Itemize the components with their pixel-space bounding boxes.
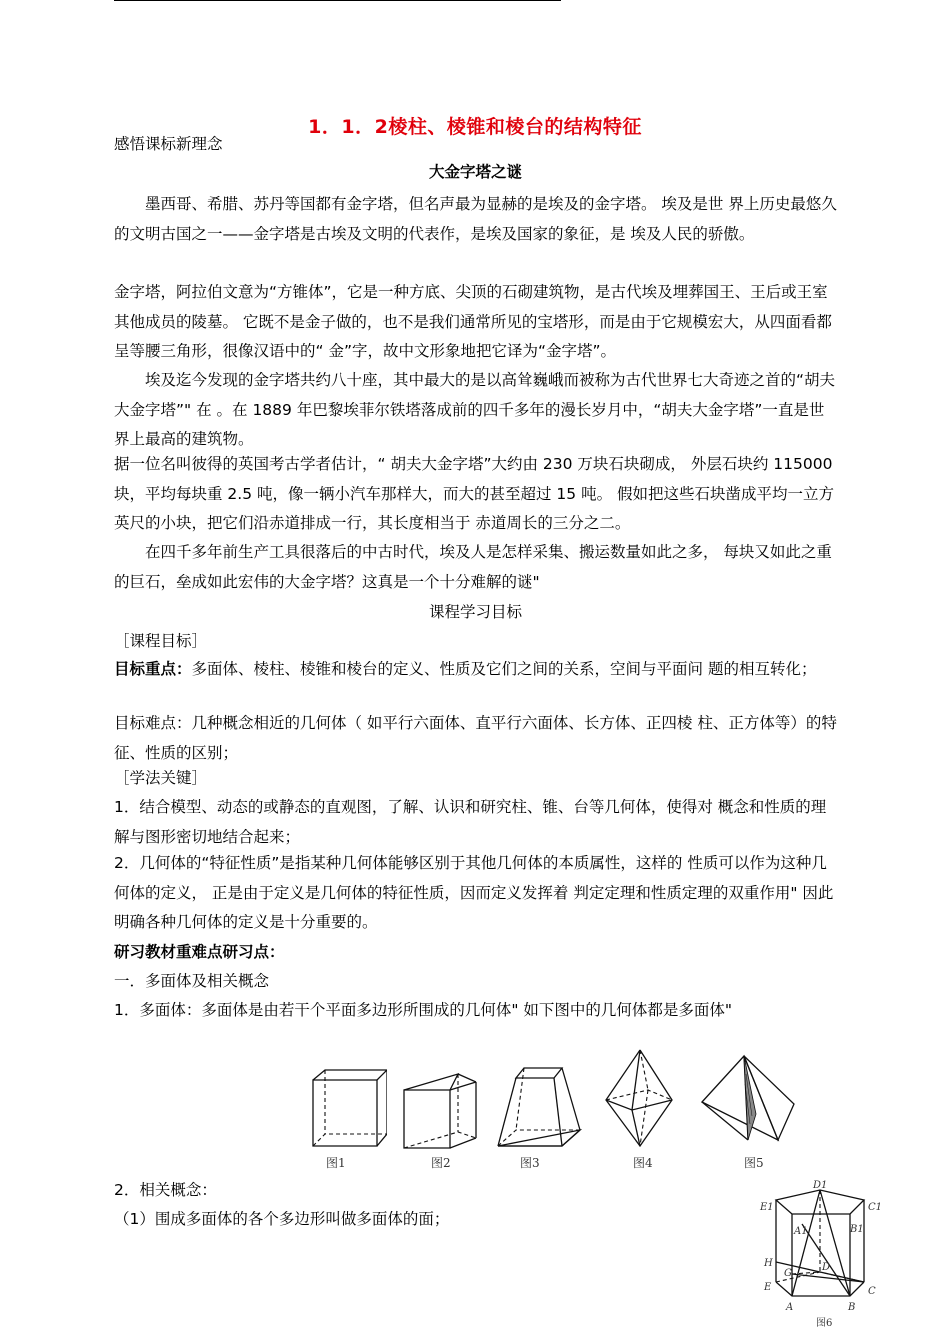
figure-1-cube — [303, 1068, 387, 1152]
label-E1: E1 — [760, 1202, 774, 1213]
figure-5-polyhedron — [700, 1054, 796, 1144]
label-A1: A1 — [794, 1226, 808, 1237]
figure-4-octahedron — [604, 1048, 676, 1148]
goal-focus-label: 目标重点： — [114, 660, 192, 678]
story-paragraph-4: 据一位名叫彼得的英国考古学者估计，“ 胡夫大金字塔”大约由 230 万块石块砌成， 外层石块约 115000 块，平均每块重 2.5 吨，像一辆小汽车那样大，而大的甚至超过 15 吨。 假如把这些石块凿成平均一立方英尺的小块，把它们沿赤道排成一行，其长度相当于 赤道周长的三分之二。 — [114, 455, 835, 532]
related-concept-1: （1）围成多面体的各个多边形叫做多面体的面； — [114, 1210, 450, 1228]
story-paragraph-1: 墨西哥、希腊、苏丹等国都有金字塔，但名声最为显赫的是埃及的金字塔。 埃及是世 界上历史最悠久的文明古国之一——金字塔是古埃及文明的代表作，是埃及国家的象征，是 埃及人民的骄傲。 — [114, 195, 837, 243]
label-D: D — [822, 1262, 831, 1273]
story-paragraph-5: 在四千多年前生产工具很落后的中古时代，埃及人是怎样采集、搬运数量如此之多， 每块又如此之重的巨石，垒成如此宏伟的大金字塔？这真是一个十分难解的谜" — [114, 543, 832, 591]
figure-3-frustum — [496, 1066, 582, 1152]
polyhedron-definition: 1．多面体：多面体是由若干个平面多边形所围成的几何体" 如下图中的几何体都是多面体" — [114, 1001, 733, 1019]
label-C: C — [868, 1286, 876, 1297]
study-subheading: 一．多面体及相关概念 — [114, 972, 270, 990]
goals-heading: 课程学习目标 — [428, 603, 522, 621]
figure-6-pentagonal-prism — [758, 1180, 882, 1330]
figure-6-caption: 图6 — [816, 1318, 833, 1329]
figure-2-caption: 图2 — [431, 1156, 451, 1170]
story-paragraph-2: 金字塔，阿拉伯文意为“方锥体”，它是一种方底、尖顶的石砌建筑物，是古代埃及埋葬国王、王后或王室其他成员的陵墓。 它既不是金子做的，也不是我们通常所见的宝塔形，而是由于它规模宏大，从四面看都呈等腰三角形，很像汉语中的“ 金”字，故中文形象地把它译为“金字塔”。 — [114, 283, 832, 360]
label-B1: B1 — [850, 1224, 864, 1235]
section-label: 感悟课标新理念 — [114, 135, 223, 153]
method-bracket: ［学法关键］ — [114, 769, 208, 787]
figure-2-prism — [400, 1072, 480, 1152]
study-heading: 研习教材重难点研习点： — [114, 943, 285, 961]
label-C1: C1 — [868, 1202, 882, 1213]
method-item-2: 2．几何体的“特征性质”是指某种几何体能够区别于其他几何体的本质属性，这样的 性质可以作为这种几何体的定义， 正是由于定义是几何体的特征性质，因而定义发挥着 判定定理和性质定理的双重作用" 因此明确各种几何体的定义是十分重要的。 — [114, 854, 834, 931]
label-D1: D1 — [813, 1180, 828, 1191]
related-concepts: 2．相关概念： — [114, 1181, 217, 1199]
story-heading: 大金字塔之谜 — [428, 163, 522, 181]
label-E: E — [764, 1282, 772, 1293]
figure-4-caption: 图4 — [633, 1156, 653, 1170]
label-G: G — [784, 1268, 792, 1279]
label-A: A — [786, 1302, 794, 1313]
header-rule — [114, 0, 561, 1]
goal-focus — [114, 655, 837, 685]
goal-difficulty: 目标难点：几种概念相近的几何体（ 如平行六面体、直平行六面体、长方体、正四棱 柱、正方体等）的特征、性质的区别； — [114, 714, 837, 762]
label-B: B — [848, 1302, 856, 1313]
goal-focus-text: 多面体、棱柱、棱锥和棱台的定义、性质及它们之间的关系，空间与平面问 题的相互转化； — [191, 660, 817, 678]
figure-5-caption: 图5 — [744, 1156, 764, 1170]
figure-3-caption: 图3 — [520, 1156, 540, 1170]
label-H: H — [764, 1258, 773, 1269]
story-paragraph-3: 埃及迄今发现的金字塔共约八十座，其中最大的是以高耸巍峨而被称为古代世界七大奇迹之首的“胡夫大金字塔”" 在 。在 1889 年巴黎埃菲尔铁塔落成前的四千多年的漫长岁月中，“胡夫大金字塔”一直是世界上最高的建筑物。 — [114, 371, 836, 448]
method-item-1: 1．结合模型、动态的或静态的直观图，了解、认识和研究柱、锥、台等几何体，使得对 概念和性质的理解与图形密切地结合起来； — [114, 798, 827, 846]
figure-1-caption: 图1 — [326, 1156, 346, 1170]
course-goal-bracket: ［课程目标］ — [114, 632, 208, 650]
page-title: 1．1．2棱柱、棱锥和棱台的结构特征 — [308, 116, 642, 138]
